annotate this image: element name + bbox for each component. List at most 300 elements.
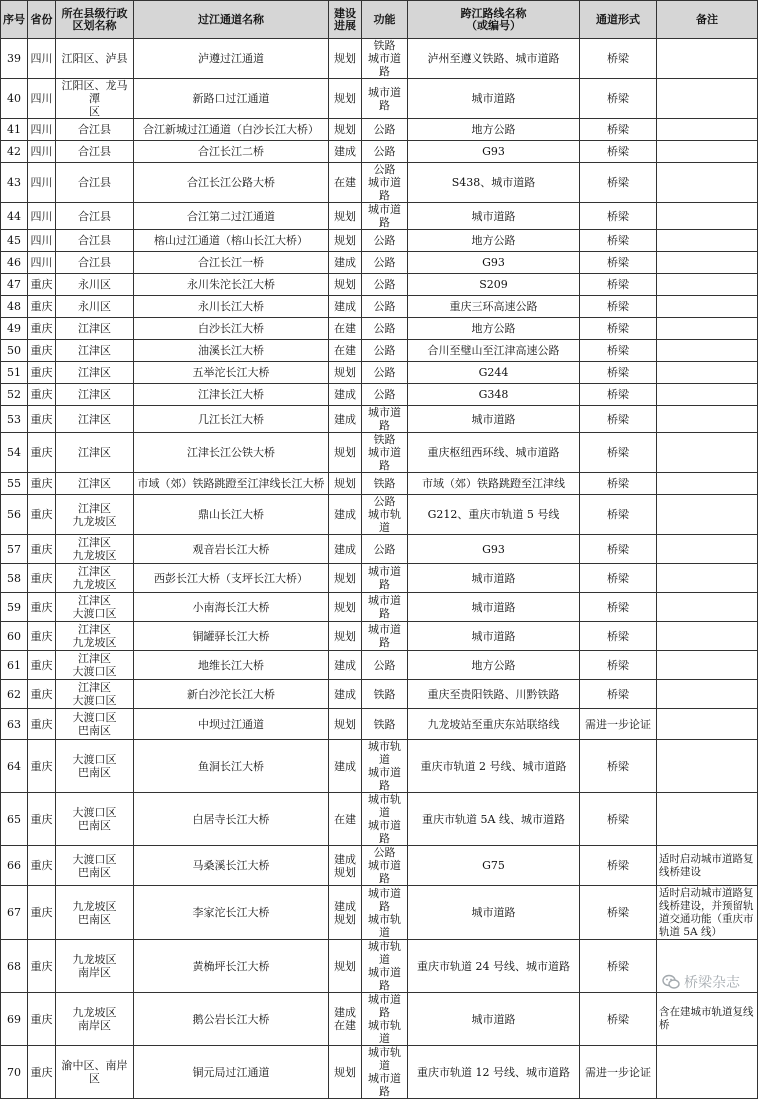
cell-route: S209 bbox=[408, 274, 580, 296]
table-row bbox=[1, 318, 758, 340]
cell-no: 40 bbox=[1, 79, 28, 119]
cell-province: 四川 bbox=[28, 39, 56, 79]
cell-province: 重庆 bbox=[28, 406, 56, 433]
table-row bbox=[1, 709, 758, 740]
cell-remark: 含在建城市轨道复线桥 bbox=[657, 993, 758, 1046]
cell-form: 桥梁 bbox=[580, 252, 657, 274]
cell-name: 黄桷坪长江大桥 bbox=[134, 940, 329, 993]
cell-status: 规划 bbox=[329, 564, 362, 593]
cell-function: 城市轨道 城市道路 bbox=[362, 740, 408, 793]
cell-no: 66 bbox=[1, 846, 28, 886]
cell-no: 70 bbox=[1, 1046, 28, 1099]
cell-province: 重庆 bbox=[28, 993, 56, 1046]
cell-no: 48 bbox=[1, 296, 28, 318]
cell-form: 需进一步论证 bbox=[580, 1046, 657, 1099]
cell-name: 油溪长江大桥 bbox=[134, 340, 329, 362]
cell-remark bbox=[657, 564, 758, 593]
table-row bbox=[1, 119, 758, 141]
cell-form: 桥梁 bbox=[580, 230, 657, 252]
cell-route: 地方公路 bbox=[408, 651, 580, 680]
cell-name: 新白沙沱长江大桥 bbox=[134, 680, 329, 709]
cell-no: 44 bbox=[1, 203, 28, 230]
cell-route: G75 bbox=[408, 846, 580, 886]
cell-route: G93 bbox=[408, 252, 580, 274]
cell-form: 桥梁 bbox=[580, 651, 657, 680]
cell-status: 在建 bbox=[329, 318, 362, 340]
cell-province: 重庆 bbox=[28, 564, 56, 593]
cell-remark bbox=[657, 535, 758, 564]
cell-province: 重庆 bbox=[28, 296, 56, 318]
cell-function: 公路 bbox=[362, 274, 408, 296]
cell-route: 重庆三环高速公路 bbox=[408, 296, 580, 318]
cell-function: 城市道路 城市轨道 bbox=[362, 886, 408, 940]
cell-form: 桥梁 bbox=[580, 993, 657, 1046]
watermark bbox=[662, 972, 740, 992]
cell-name: 江津长江大桥 bbox=[134, 384, 329, 406]
cell-no: 61 bbox=[1, 651, 28, 680]
cell-province: 重庆 bbox=[28, 593, 56, 622]
table-row bbox=[1, 39, 758, 79]
cell-no: 67 bbox=[1, 886, 28, 940]
cell-district: 渝中区、南岸区 bbox=[56, 1046, 134, 1099]
cell-function: 城市道路 bbox=[362, 203, 408, 230]
cell-remark bbox=[657, 709, 758, 740]
cell-name: 西彭长江大桥（支坪长江大桥） bbox=[134, 564, 329, 593]
cell-district: 江津区 bbox=[56, 362, 134, 384]
cell-no: 54 bbox=[1, 433, 28, 473]
cell-remark: 适时启动城市道路复线桥建设，并预留轨道交通功能（重庆市轨道 5A 线） bbox=[657, 886, 758, 940]
cell-no: 50 bbox=[1, 340, 28, 362]
cell-function: 公路 bbox=[362, 651, 408, 680]
cell-remark bbox=[657, 651, 758, 680]
cell-province: 四川 bbox=[28, 203, 56, 230]
cell-route: G93 bbox=[408, 141, 580, 163]
cell-route: 城市道路 bbox=[408, 203, 580, 230]
cell-province: 重庆 bbox=[28, 318, 56, 340]
cell-form: 桥梁 bbox=[580, 940, 657, 993]
header-district: 所在县级行政 区划名称 bbox=[56, 1, 134, 39]
cell-route: 城市道路 bbox=[408, 79, 580, 119]
wechat-icon bbox=[662, 974, 680, 990]
cell-district: 大渡口区 巴南区 bbox=[56, 793, 134, 846]
cell-no: 55 bbox=[1, 473, 28, 495]
cell-no: 68 bbox=[1, 940, 28, 993]
cell-form: 桥梁 bbox=[580, 362, 657, 384]
cell-district: 合江县 bbox=[56, 163, 134, 203]
cell-status: 在建 bbox=[329, 163, 362, 203]
cell-name: 永川长江大桥 bbox=[134, 296, 329, 318]
cell-district: 九龙坡区 南岸区 bbox=[56, 940, 134, 993]
cell-no: 52 bbox=[1, 384, 28, 406]
cell-no: 57 bbox=[1, 535, 28, 564]
cell-district: 江津区 九龙坡区 bbox=[56, 535, 134, 564]
cell-remark bbox=[657, 680, 758, 709]
cell-form: 桥梁 bbox=[580, 406, 657, 433]
cell-province: 重庆 bbox=[28, 340, 56, 362]
cell-route: 重庆枢纽西环线、城市道路 bbox=[408, 433, 580, 473]
cell-province: 重庆 bbox=[28, 680, 56, 709]
cell-no: 47 bbox=[1, 274, 28, 296]
cell-no: 39 bbox=[1, 39, 28, 79]
cell-province: 重庆 bbox=[28, 886, 56, 940]
table-row bbox=[1, 535, 758, 564]
cell-function: 公路 bbox=[362, 384, 408, 406]
cell-status: 建成 bbox=[329, 680, 362, 709]
cell-status: 建成 bbox=[329, 296, 362, 318]
cell-route: 重庆市轨道 24 号线、城市道路 bbox=[408, 940, 580, 993]
cell-function: 城市道路 bbox=[362, 406, 408, 433]
cell-name: 五举沱长江大桥 bbox=[134, 362, 329, 384]
cell-province: 重庆 bbox=[28, 384, 56, 406]
cell-form: 桥梁 bbox=[580, 564, 657, 593]
cell-name: 市域（郊）铁路跳蹬至江津线长江大桥 bbox=[134, 473, 329, 495]
cell-route: 九龙坡站至重庆东站联络线 bbox=[408, 709, 580, 740]
cell-status: 规划 bbox=[329, 622, 362, 651]
cell-form: 桥梁 bbox=[580, 433, 657, 473]
cell-remark bbox=[657, 296, 758, 318]
cell-district: 江津区 九龙坡区 bbox=[56, 564, 134, 593]
cell-district: 江津区 bbox=[56, 433, 134, 473]
cell-remark bbox=[657, 384, 758, 406]
cell-remark bbox=[657, 362, 758, 384]
table-row bbox=[1, 680, 758, 709]
cell-route: 城市道路 bbox=[408, 886, 580, 940]
cell-function: 城市轨道 城市道路 bbox=[362, 940, 408, 993]
cell-district: 合江县 bbox=[56, 252, 134, 274]
cell-district: 江津区 bbox=[56, 340, 134, 362]
cell-status: 建成 bbox=[329, 252, 362, 274]
cell-district: 江津区 bbox=[56, 406, 134, 433]
cell-no: 56 bbox=[1, 495, 28, 535]
cell-function: 公路 bbox=[362, 141, 408, 163]
cell-status: 规划 bbox=[329, 433, 362, 473]
cell-status: 建成 bbox=[329, 740, 362, 793]
table-row bbox=[1, 940, 758, 993]
cell-province: 重庆 bbox=[28, 940, 56, 993]
cell-remark bbox=[657, 252, 758, 274]
cell-district: 江阳区、泸县 bbox=[56, 39, 134, 79]
cell-function: 公路 bbox=[362, 340, 408, 362]
cell-district: 永川区 bbox=[56, 296, 134, 318]
cell-form: 桥梁 bbox=[580, 274, 657, 296]
cell-name: 观音岩长江大桥 bbox=[134, 535, 329, 564]
cell-function: 公路 城市道路 bbox=[362, 163, 408, 203]
cell-status: 建成 bbox=[329, 651, 362, 680]
table-row bbox=[1, 362, 758, 384]
cell-name: 永川朱沱长江大桥 bbox=[134, 274, 329, 296]
cell-form: 桥梁 bbox=[580, 846, 657, 886]
cell-name: 江津长江公铁大桥 bbox=[134, 433, 329, 473]
cell-name: 合江长江二桥 bbox=[134, 141, 329, 163]
cell-route: 城市道路 bbox=[408, 622, 580, 651]
cell-no: 51 bbox=[1, 362, 28, 384]
cell-status: 规划 bbox=[329, 39, 362, 79]
cell-status: 建成 在建 bbox=[329, 993, 362, 1046]
cell-district: 江津区 大渡口区 bbox=[56, 651, 134, 680]
cell-status: 规划 bbox=[329, 203, 362, 230]
header-name: 过江通道名称 bbox=[134, 1, 329, 39]
table-row bbox=[1, 203, 758, 230]
cell-status: 规划 bbox=[329, 593, 362, 622]
header-function: 功能 bbox=[362, 1, 408, 39]
cell-name: 铜罐驿长江大桥 bbox=[134, 622, 329, 651]
cell-route: 城市道路 bbox=[408, 406, 580, 433]
cell-form: 桥梁 bbox=[580, 39, 657, 79]
cell-remark bbox=[657, 340, 758, 362]
cell-status: 建成 bbox=[329, 141, 362, 163]
cell-district: 江津区 九龙坡区 bbox=[56, 495, 134, 535]
table-row bbox=[1, 230, 758, 252]
cell-form: 桥梁 bbox=[580, 535, 657, 564]
cell-name: 合江长江公路大桥 bbox=[134, 163, 329, 203]
cell-remark bbox=[657, 79, 758, 119]
cell-remark: 适时启动城市道路复线桥建设 bbox=[657, 846, 758, 886]
cell-province: 重庆 bbox=[28, 433, 56, 473]
cell-name: 中坝过江通道 bbox=[134, 709, 329, 740]
cell-status: 在建 bbox=[329, 793, 362, 846]
cell-district: 合江县 bbox=[56, 203, 134, 230]
cell-name: 小南海长江大桥 bbox=[134, 593, 329, 622]
cell-status: 建成 bbox=[329, 535, 362, 564]
cell-form: 桥梁 bbox=[580, 384, 657, 406]
cell-remark bbox=[657, 793, 758, 846]
cell-province: 四川 bbox=[28, 163, 56, 203]
cell-function: 公路 bbox=[362, 252, 408, 274]
cell-route: 地方公路 bbox=[408, 318, 580, 340]
table-row bbox=[1, 593, 758, 622]
cell-no: 58 bbox=[1, 564, 28, 593]
cell-province: 重庆 bbox=[28, 651, 56, 680]
cell-route: G93 bbox=[408, 535, 580, 564]
cell-name: 几江长江大桥 bbox=[134, 406, 329, 433]
cell-remark bbox=[657, 119, 758, 141]
cell-status: 建成 bbox=[329, 406, 362, 433]
cell-function: 公路 城市轨道 bbox=[362, 495, 408, 535]
table-row bbox=[1, 740, 758, 793]
cell-province: 重庆 bbox=[28, 473, 56, 495]
cell-status: 在建 bbox=[329, 340, 362, 362]
cell-status: 规划 bbox=[329, 230, 362, 252]
cell-function: 城市道路 bbox=[362, 564, 408, 593]
cell-status: 建成 规划 bbox=[329, 846, 362, 886]
cell-district: 大渡口区 巴南区 bbox=[56, 709, 134, 740]
cell-name: 白居寺长江大桥 bbox=[134, 793, 329, 846]
cell-form: 桥梁 bbox=[580, 495, 657, 535]
table-row bbox=[1, 79, 758, 119]
cell-no: 65 bbox=[1, 793, 28, 846]
cell-form: 桥梁 bbox=[580, 473, 657, 495]
cell-district: 江津区 大渡口区 bbox=[56, 593, 134, 622]
header-form: 通道形式 bbox=[580, 1, 657, 39]
cell-province: 重庆 bbox=[28, 495, 56, 535]
table-row bbox=[1, 433, 758, 473]
cell-function: 城市道路 bbox=[362, 593, 408, 622]
cell-status: 规划 bbox=[329, 940, 362, 993]
cell-function: 公路 bbox=[362, 296, 408, 318]
table-row bbox=[1, 252, 758, 274]
cell-function: 公路 bbox=[362, 119, 408, 141]
cell-no: 59 bbox=[1, 593, 28, 622]
cell-form: 桥梁 bbox=[580, 593, 657, 622]
cell-route: 地方公路 bbox=[408, 119, 580, 141]
table-row bbox=[1, 340, 758, 362]
cell-district: 大渡口区 巴南区 bbox=[56, 846, 134, 886]
cell-name: 合江长江一桥 bbox=[134, 252, 329, 274]
header-no: 序号 bbox=[1, 1, 28, 39]
table-row bbox=[1, 886, 758, 940]
cell-function: 铁路 城市道路 bbox=[362, 39, 408, 79]
table-row bbox=[1, 473, 758, 495]
cell-form: 需进一步论证 bbox=[580, 709, 657, 740]
table-row bbox=[1, 296, 758, 318]
cell-district: 合江县 bbox=[56, 119, 134, 141]
cell-form: 桥梁 bbox=[580, 203, 657, 230]
cell-province: 重庆 bbox=[28, 793, 56, 846]
cell-form: 桥梁 bbox=[580, 318, 657, 340]
cell-district: 江津区 bbox=[56, 384, 134, 406]
cell-form: 桥梁 bbox=[580, 79, 657, 119]
header-province: 省份 bbox=[28, 1, 56, 39]
cell-route: G244 bbox=[408, 362, 580, 384]
table-row bbox=[1, 1046, 758, 1099]
cell-form: 桥梁 bbox=[580, 680, 657, 709]
cell-province: 重庆 bbox=[28, 274, 56, 296]
cell-remark bbox=[657, 593, 758, 622]
cell-route: 市域（郊）铁路跳蹬至江津线 bbox=[408, 473, 580, 495]
cell-function: 铁路 城市道路 bbox=[362, 433, 408, 473]
cell-form: 桥梁 bbox=[580, 296, 657, 318]
cell-route: 合川至璧山至江津高速公路 bbox=[408, 340, 580, 362]
cell-province: 重庆 bbox=[28, 1046, 56, 1099]
cell-province: 重庆 bbox=[28, 535, 56, 564]
cell-name: 地维长江大桥 bbox=[134, 651, 329, 680]
cell-remark bbox=[657, 740, 758, 793]
cell-function: 城市道路 城市轨道 bbox=[362, 993, 408, 1046]
table-row bbox=[1, 495, 758, 535]
table-row bbox=[1, 564, 758, 593]
cell-remark bbox=[657, 163, 758, 203]
cell-no: 63 bbox=[1, 709, 28, 740]
cell-route: G212、重庆市轨道 5 号线 bbox=[408, 495, 580, 535]
cell-status: 规划 bbox=[329, 709, 362, 740]
header-row bbox=[1, 1, 758, 39]
cell-form: 桥梁 bbox=[580, 622, 657, 651]
cell-district: 合江县 bbox=[56, 141, 134, 163]
cell-route: 地方公路 bbox=[408, 230, 580, 252]
cell-function: 公路 bbox=[362, 535, 408, 564]
cell-name: 泸遵过江通道 bbox=[134, 39, 329, 79]
cell-name: 新路口过江通道 bbox=[134, 79, 329, 119]
table-row bbox=[1, 846, 758, 886]
cell-form: 桥梁 bbox=[580, 740, 657, 793]
table-row bbox=[1, 163, 758, 203]
cell-name: 鼎山长江大桥 bbox=[134, 495, 329, 535]
cell-province: 四川 bbox=[28, 79, 56, 119]
cell-district: 大渡口区 巴南区 bbox=[56, 740, 134, 793]
cell-district: 合江县 bbox=[56, 230, 134, 252]
cell-name: 李家沱长江大桥 bbox=[134, 886, 329, 940]
cell-route: 重庆市轨道 2 号线、城市道路 bbox=[408, 740, 580, 793]
cell-status: 规划 bbox=[329, 362, 362, 384]
cell-name: 合江新城过江通道（白沙长江大桥） bbox=[134, 119, 329, 141]
table-row bbox=[1, 384, 758, 406]
cell-district: 江津区 大渡口区 bbox=[56, 680, 134, 709]
cell-status: 规划 bbox=[329, 1046, 362, 1099]
cell-name: 白沙长江大桥 bbox=[134, 318, 329, 340]
cell-route: 重庆至贵阳铁路、川黔铁路 bbox=[408, 680, 580, 709]
cell-district: 江津区 bbox=[56, 318, 134, 340]
cell-no: 49 bbox=[1, 318, 28, 340]
cell-status: 规划 bbox=[329, 274, 362, 296]
cell-district: 永川区 bbox=[56, 274, 134, 296]
cell-form: 桥梁 bbox=[580, 793, 657, 846]
cell-function: 公路 bbox=[362, 230, 408, 252]
cell-remark bbox=[657, 433, 758, 473]
cell-function: 公路 bbox=[362, 318, 408, 340]
cell-province: 重庆 bbox=[28, 362, 56, 384]
cell-remark bbox=[657, 495, 758, 535]
cell-province: 四川 bbox=[28, 252, 56, 274]
cell-remark bbox=[657, 39, 758, 79]
cell-form: 桥梁 bbox=[580, 141, 657, 163]
cell-no: 43 bbox=[1, 163, 28, 203]
cell-remark bbox=[657, 141, 758, 163]
cell-district: 九龙坡区 南岸区 bbox=[56, 993, 134, 1046]
cell-status: 建成 规划 bbox=[329, 886, 362, 940]
cell-province: 重庆 bbox=[28, 709, 56, 740]
cell-no: 53 bbox=[1, 406, 28, 433]
cell-status: 规划 bbox=[329, 119, 362, 141]
cell-function: 公路 城市道路 bbox=[362, 846, 408, 886]
cell-function: 铁路 bbox=[362, 709, 408, 740]
header-status: 建设 进展 bbox=[329, 1, 362, 39]
cell-status: 规划 bbox=[329, 79, 362, 119]
table-row bbox=[1, 622, 758, 651]
cell-province: 重庆 bbox=[28, 622, 56, 651]
cell-form: 桥梁 bbox=[580, 119, 657, 141]
cell-province: 四川 bbox=[28, 230, 56, 252]
cell-function: 城市道路 bbox=[362, 79, 408, 119]
cell-function: 城市轨道 城市道路 bbox=[362, 793, 408, 846]
table-row bbox=[1, 993, 758, 1046]
table-row bbox=[1, 406, 758, 433]
cell-form: 桥梁 bbox=[580, 340, 657, 362]
cell-function: 城市轨道 城市道路 bbox=[362, 1046, 408, 1099]
cell-province: 重庆 bbox=[28, 846, 56, 886]
cell-route: 重庆市轨道 5A 线、城市道路 bbox=[408, 793, 580, 846]
cell-route: 泸州至遵义铁路、城市道路 bbox=[408, 39, 580, 79]
cell-status: 建成 bbox=[329, 495, 362, 535]
cell-no: 64 bbox=[1, 740, 28, 793]
cell-route: 重庆市轨道 12 号线、城市道路 bbox=[408, 1046, 580, 1099]
cell-district: 江津区 bbox=[56, 473, 134, 495]
cell-form: 桥梁 bbox=[580, 886, 657, 940]
cell-form: 桥梁 bbox=[580, 163, 657, 203]
cell-name: 鱼洞长江大桥 bbox=[134, 740, 329, 793]
cell-remark bbox=[657, 274, 758, 296]
cell-name: 铜元局过江通道 bbox=[134, 1046, 329, 1099]
cell-route: 城市道路 bbox=[408, 564, 580, 593]
cell-name: 榕山过江通道（榕山长江大桥） bbox=[134, 230, 329, 252]
cell-province: 四川 bbox=[28, 119, 56, 141]
cell-remark bbox=[657, 622, 758, 651]
cell-status: 规划 bbox=[329, 473, 362, 495]
cell-function: 铁路 bbox=[362, 680, 408, 709]
cell-route: 城市道路 bbox=[408, 993, 580, 1046]
cell-route: 城市道路 bbox=[408, 593, 580, 622]
cell-remark bbox=[657, 406, 758, 433]
cell-function: 城市道路 bbox=[362, 622, 408, 651]
